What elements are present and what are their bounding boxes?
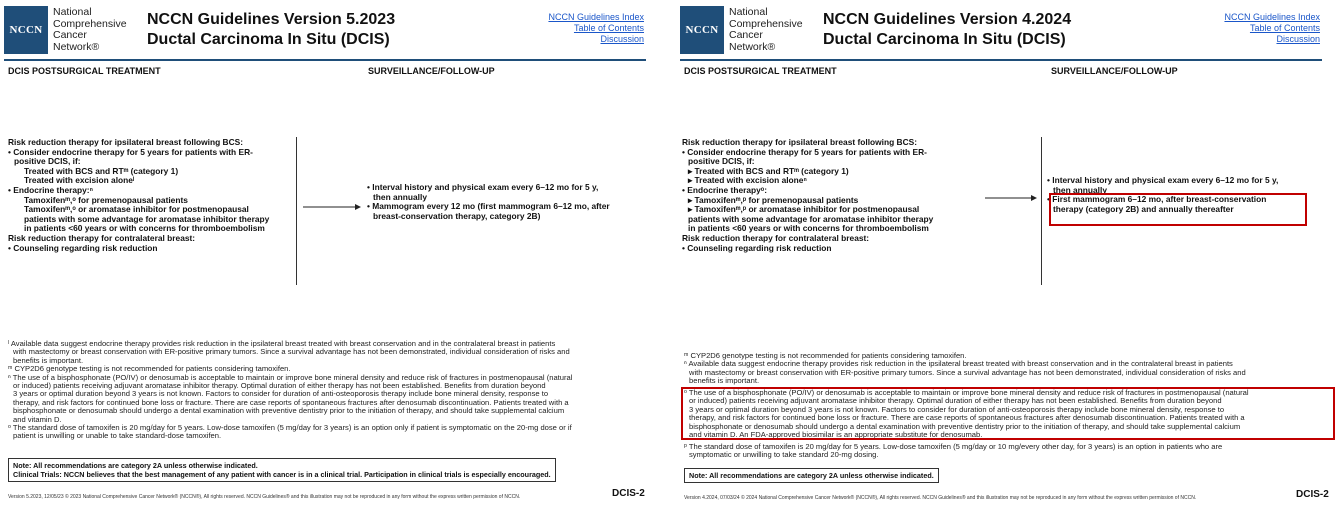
followup-line: breast-conservation therapy, category 2B) bbox=[373, 210, 541, 221]
nccn-logo-box: NCCN bbox=[4, 6, 48, 54]
change-highlight-box bbox=[1049, 193, 1307, 226]
footnote-line: ᵐ CYP2D6 genotype testing is not recommended for patients considering tamoxifen. bbox=[684, 351, 967, 360]
section-heading-followup: SURVEILLANCE/FOLLOW-UP bbox=[368, 66, 495, 76]
footnote-line: ˡ Available data suggest endocrine therapy provides risk reduction in the ipsilateral breast treated with breast conservation and in the contralateral breast in patients bbox=[8, 339, 556, 348]
page-title bbox=[823, 10, 1071, 50]
footnote-line: ᵐ CYP2D6 genotype testing is not recommended for patients considering tamoxifen. bbox=[8, 364, 291, 374]
guideline-topic-title: Ductal Carcinoma In Situ (DCIS) bbox=[823, 31, 1066, 48]
nccn-logo-words bbox=[53, 7, 127, 53]
footnote-line: benefits is important. bbox=[13, 355, 84, 365]
bracket-line bbox=[1041, 137, 1042, 285]
change-highlight-box bbox=[681, 387, 1335, 440]
therapy-line: • Consider endocrine therapy for 5 years for patients with ER- bbox=[8, 146, 253, 157]
page-number: DCIS-2 bbox=[1296, 489, 1329, 500]
therapy-line: • Counseling regarding risk reduction bbox=[8, 242, 158, 253]
footnote-line: bisphosphonate or denosumab should undergo a dental examination with preventive dentistry prior to the initiation of therapy, and should take supplemental calcium bbox=[689, 421, 1241, 431]
footnote-line: therapy, and risk factors for continued bone loss or fracture. There are case reports of spontaneous fractures after denosumab discontinuation. Patients treated with a bbox=[689, 413, 1245, 423]
therapy-line: • Endocrine therapy:ⁿ bbox=[8, 184, 93, 195]
footnote-line: with mastectomy or breast conservation with ER-positive primary tumors. Since a survival advantage has not been demonstrated, individual consideration of risks and bbox=[689, 367, 1246, 377]
therapy-line: positive DCIS, if: bbox=[14, 156, 81, 167]
logo-word: Network® bbox=[729, 40, 776, 53]
therapy-block bbox=[8, 138, 269, 253]
footnote-line: ⁿ The use of a bisphosphonate (PO/IV) or denosumab is acceptable to maintain or improve bone mineral density and reduce risk of fractures in postmenopausal (natural bbox=[8, 372, 573, 382]
followup-block bbox=[367, 183, 610, 221]
nccn-logo bbox=[680, 6, 806, 54]
logo-word: Comprehensive bbox=[53, 17, 127, 30]
guideline-page-v4-2024 bbox=[676, 0, 1336, 509]
guideline-page-v5-2023 bbox=[0, 0, 660, 509]
note-line: Note: All recommendations are category 2A unless otherwise indicated. bbox=[13, 461, 258, 470]
therapy-line: Risk reduction therapy for contralateral breast: bbox=[682, 232, 870, 243]
followup-line: therapy (category 2B) and annually thereafter bbox=[1053, 203, 1234, 214]
section-heading-followup: SURVEILLANCE/FOLLOW-UP bbox=[1051, 66, 1178, 76]
bracket-line bbox=[296, 137, 297, 285]
version-footer: Version 5.2023, 12/05/23 © 2023 National Comprehensive Cancer Network® (NCCN®), All rights reserved. NCCN Guidelines® and this illustration may not be reproduced in any form without the express written permission of NCCN. bbox=[8, 494, 521, 500]
therapy-line: ▸ Tamoxifenᵐ,ᵖ or aromatase inhibitor for postmenopausal bbox=[688, 204, 920, 215]
version-footer: Version 4.2024, 07/03/24 © 2024 National Comprehensive Cancer Network® (NCCN®), All rights reserved. NCCN Guidelines® and this illustration may not be reproduced in any form without the express written permission of NCCN. bbox=[684, 495, 1197, 501]
therapy-line: • Endocrine therapyᵒ: bbox=[682, 184, 768, 195]
section-heading-treatment: DCIS POSTSURGICAL TREATMENT bbox=[684, 66, 837, 76]
logo-word: Network® bbox=[53, 40, 100, 53]
therapy-line: patients with some advantage for aromatase inhibitor therapy bbox=[24, 213, 270, 224]
footnote-line: therapy, and risk factors for continued bone loss or fracture. There are case reports of spontaneous fractures after denosumab discontinuation. Patients treated with a bbox=[13, 397, 569, 407]
footnote-line: 3 years or optimal duration beyond 3 years is not known. Factors to consider for duration of anti-osteoporosis therapy include bone mineral density, response to bbox=[689, 404, 1225, 414]
discussion-link[interactable]: Discussion bbox=[1276, 34, 1320, 44]
recommendation-note bbox=[684, 468, 939, 483]
therapy-line: Tamoxifenᵐ,ᵒ for premenopausal patients bbox=[24, 194, 188, 205]
logo-word: Cancer bbox=[729, 29, 763, 41]
header-divider bbox=[680, 59, 1322, 61]
guideline-version-title: NCCN Guidelines Version 4.2024 bbox=[823, 11, 1072, 28]
footnotes bbox=[684, 443, 1322, 460]
flow-arrow-icon bbox=[985, 194, 1037, 202]
nav-links bbox=[1224, 12, 1320, 45]
guideline-version-title: NCCN Guidelines Version 5.2023 bbox=[147, 11, 396, 28]
therapy-line: Treated with BCS and RTᵐ (category 1) bbox=[24, 165, 179, 176]
table-of-contents-link[interactable]: Table of Contents bbox=[573, 23, 644, 33]
therapy-line: Tamoxifenᵐ,ᵒ or aromatase inhibitor for postmenopausal bbox=[24, 204, 249, 215]
nccn-logo-box: NCCN bbox=[680, 6, 724, 54]
guideline-topic-title: Ductal Carcinoma In Situ (DCIS) bbox=[147, 31, 390, 48]
therapy-line: Treated with excision aloneˡ bbox=[24, 175, 135, 186]
footnote-line: 3 years or optimal duration beyond 3 years is not known. Factors to consider for duration of anti-osteoporosis therapy include bone mineral density, response to bbox=[13, 389, 549, 399]
followup-line: • Interval history and physical exam every 6–12 mo for 5 y, bbox=[1047, 175, 1279, 185]
footnote-line: and vitamin D. An FDA-approved biosimilar is an appropriate substitute for denosumab. bbox=[689, 430, 983, 440]
therapy-line: Risk reduction therapy for contralateral breast: bbox=[8, 232, 196, 243]
therapy-block bbox=[682, 138, 933, 253]
logo-word: Cancer bbox=[53, 29, 87, 41]
logo-word: National bbox=[729, 6, 768, 18]
guidelines-index-link[interactable]: NCCN Guidelines Index bbox=[548, 12, 644, 22]
therapy-line: • Consider endocrine therapy for 5 years for patients with ER- bbox=[682, 146, 927, 157]
flow-arrow-icon bbox=[303, 203, 361, 211]
therapy-line: in patients <60 years or with concerns for thromboembolism bbox=[24, 223, 265, 234]
therapy-line: patients with some advantage for aromatase inhibitor therapy bbox=[688, 213, 934, 224]
footnotes bbox=[8, 340, 646, 441]
footnote-line: patient is unwilling or unable to take standard-dose tamoxifen. bbox=[13, 431, 222, 441]
followup-line: then annually bbox=[1053, 184, 1107, 195]
therapy-line: ▸ Treated with BCS and RTᵐ (category 1) bbox=[688, 165, 849, 176]
footnote-line: or induced) patients receiving adjuvant aromatase inhibitor therapy. Optimal duration of either therapy has not been established. Benefits from duration beyond bbox=[13, 381, 546, 391]
footnote-line: symptomatic or unwilling to take standard 20-mg dosing. bbox=[689, 450, 879, 460]
footnote-line: ⁿ Available data suggest endocrine therapy provides risk reduction in the ipsilateral breast treated with breast conservation and in the contralateral breast in patients bbox=[684, 359, 1233, 369]
nccn-logo bbox=[4, 6, 130, 54]
logo-word: Comprehensive bbox=[729, 17, 803, 30]
section-heading-treatment: DCIS POSTSURGICAL TREATMENT bbox=[8, 66, 161, 76]
discussion-link[interactable]: Discussion bbox=[600, 34, 644, 44]
table-of-contents-link[interactable]: Table of Contents bbox=[1249, 23, 1320, 33]
recommendation-note bbox=[8, 458, 556, 482]
header-divider bbox=[4, 59, 646, 61]
footnote-line: and vitamin D. bbox=[13, 414, 62, 424]
footnote-line: ᵖ The standard dose of tamoxifen is 20 mg/day for 5 years. Low-dose tamoxifen (5 mg/day or 10 mg/every other day, for 3 years) is an option in patients who are bbox=[684, 442, 1223, 451]
guidelines-index-link[interactable]: NCCN Guidelines Index bbox=[1224, 12, 1320, 22]
footnote-line: benefits is important. bbox=[689, 376, 760, 386]
footnote-line: ᵒ The standard dose of tamoxifen is 20 mg/day for 5 years. Low-dose tamoxifen (5 mg/day for 3 years) is an option only if patient is symptomatic on the 20-mg dose or if bbox=[8, 423, 572, 433]
followup-line: • Interval history and physical exam every 6–12 mo for 5 y, bbox=[367, 182, 599, 192]
page-title bbox=[147, 10, 395, 50]
followup-line: then annually bbox=[373, 191, 427, 202]
therapy-line: in patients <60 years or with concerns for thromboembolism bbox=[688, 223, 929, 234]
followup-line: • First mammogram 6–12 mo, after breast-conservation bbox=[1047, 194, 1267, 205]
note-line: Clinical Trials: NCCN believes that the best management of any patient with cancer is in a clinical trial. Participation in clinical trials is especially encouraged. bbox=[13, 470, 551, 479]
footnote-line: or induced) patients receiving adjuvant aromatase inhibitor therapy. Optimal duration of either therapy has not been established. Benefits from duration beyond bbox=[689, 396, 1222, 406]
nccn-logo-words bbox=[729, 7, 803, 53]
footnote-line: with mastectomy or breast conservation with ER-positive primary tumors. Since a survival advantage has not been demonstrated, individual consideration of risks and bbox=[13, 347, 570, 357]
therapy-line: • Counseling regarding risk reduction bbox=[682, 242, 832, 253]
therapy-line: Risk reduction therapy for ipsilateral breast following BCS: bbox=[682, 137, 918, 147]
followup-line: • Mammogram every 12 mo (first mammogram 6–12 mo, after bbox=[367, 201, 610, 212]
footnote-line: ᵒ The use of a bisphosphonate (PO/IV) or denosumab is acceptable to maintain or improve bone mineral density and reduce risk of fractures in postmenopausal (natural bbox=[684, 388, 1249, 397]
note-line: Note: All recommendations are category 2A unless otherwise indicated. bbox=[689, 471, 934, 480]
therapy-line: ▸ Treated with excision aloneⁿ bbox=[688, 175, 807, 186]
therapy-line: Risk reduction therapy for ipsilateral breast following BCS: bbox=[8, 137, 244, 147]
footnote-line: bisphosphonate or denosumab should undergo a dental examination with preventive dentistry prior to the initiation of therapy, and should take supplemental calcium bbox=[13, 406, 565, 416]
therapy-line: ▸ Tamoxifenᵐ,ᵖ for premenopausal patients bbox=[688, 194, 859, 205]
page-number: DCIS-2 bbox=[612, 488, 645, 499]
logo-word: National bbox=[53, 6, 92, 18]
nav-links bbox=[548, 12, 644, 45]
footnotes bbox=[684, 352, 1322, 386]
therapy-line: positive DCIS, if: bbox=[688, 156, 755, 167]
